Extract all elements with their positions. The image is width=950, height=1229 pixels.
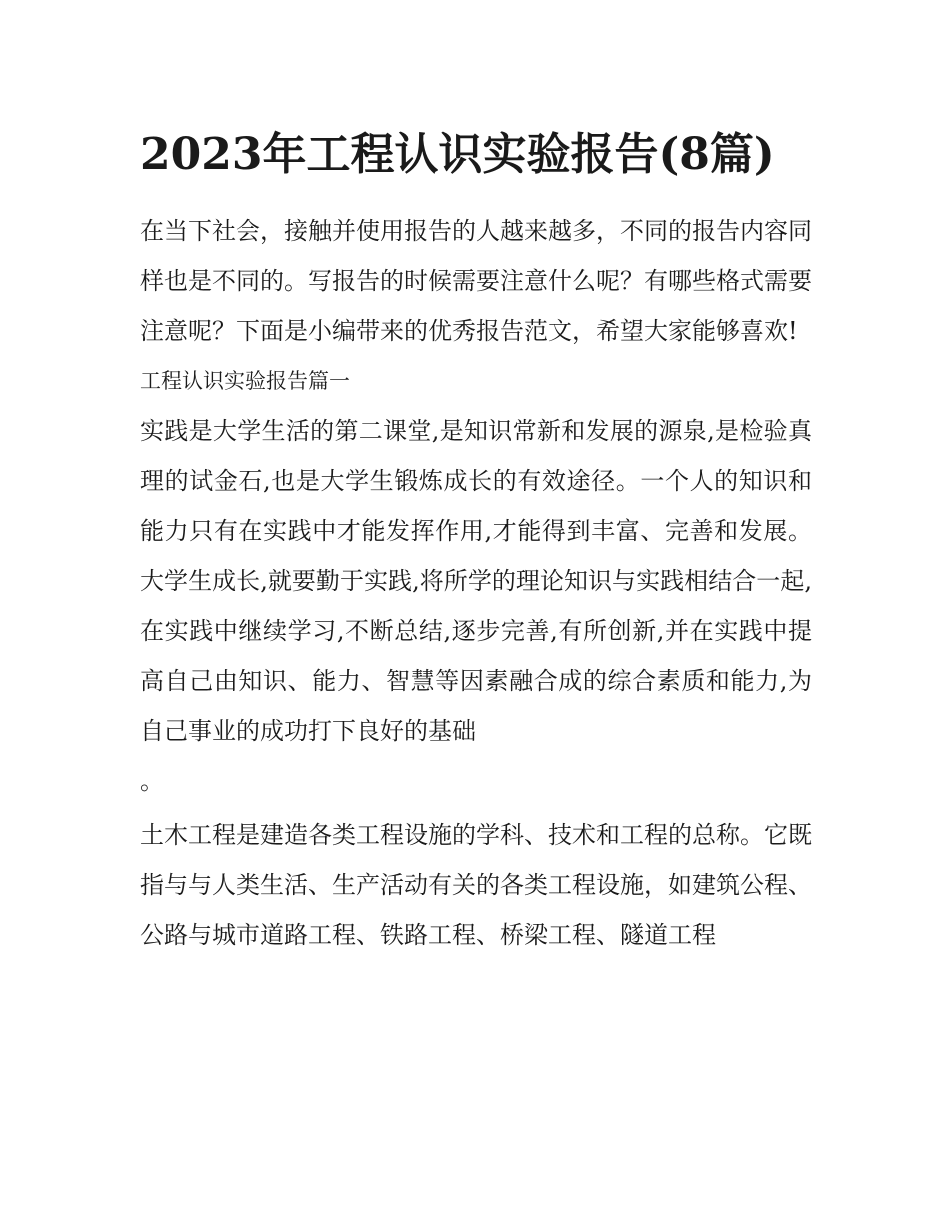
document-title: 2023年工程认识实验报告(8篇) bbox=[140, 129, 775, 180]
section-heading: 工程认识实验报告篇一 bbox=[140, 369, 350, 393]
body-paragraph-1: 实践是大学生活的第二课堂,是知识常新和发展的源泉,是检验真理的试金石,也是大学生锻炼成长的有效途径。一个人的知识和能力只有在实践中才能发挥作用,才能得到丰富、完善和发展。大学生成长,就要勤于实践,将所学的理论知识与实践相结合一起,在实践中继续学习,不断总结,逐步完善,有所创新,并在实践中提高自己由知识、能力、智慧等因素融合成的综合素质和能力,为自己事业的成功打下良好的基础 bbox=[140, 417, 812, 745]
intro-paragraph: 在当下社会，接触并使用报告的人越来越多，不同的报告内容同样也是不同的。写报告的时候需要注意什么呢？有哪些格式需要注意呢？下面是小编带来的优秀报告范文，希望大家能够喜欢! bbox=[140, 217, 812, 345]
document-page bbox=[140, 118, 812, 960]
orphan-punctuation: 。 bbox=[140, 767, 164, 795]
body-paragraph-2: 土木工程是建造各类工程设施的学科、技术和工程的总称。它既指与与人类生活、生产活动有关的各类工程设施，如建筑公程、公路与城市道路工程、铁路工程、桥梁工程、隧道工程 bbox=[140, 821, 812, 949]
